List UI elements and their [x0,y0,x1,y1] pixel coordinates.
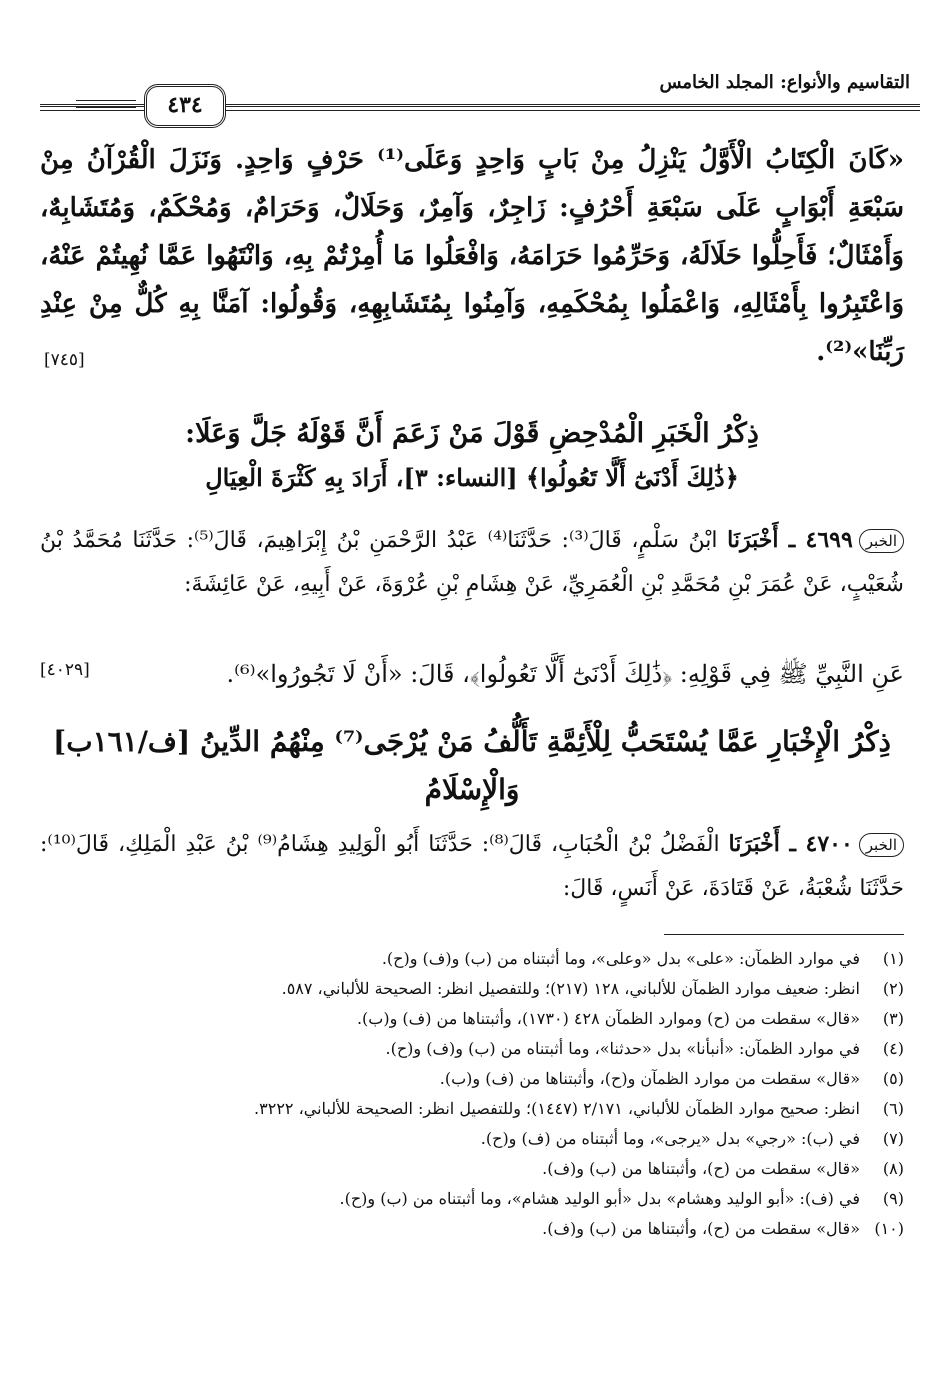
page-number: ٤٣٤ [144,84,226,128]
footnote-number: (٣) [882,1009,904,1028]
hadith-number: ٤٧٠٠ ـ أَخْبَرَنَا [728,831,853,857]
running-title: التقاسيم والأنواع: المجلد الخامس [659,72,910,93]
footnote-text: «قال» سقطت من (ح)، وأثبتناها من (ب) و(ف). [542,1159,860,1178]
hadith-4700 [40,822,904,914]
footnote-text: «قال» سقطت من (ح)، وأثبتناها من (ب) و(ف). [542,1219,860,1238]
footnote [40,974,904,1004]
footnote [40,1064,904,1094]
footnote-text: «قال» سقطت من (ح) وموارد الظمآن ٤٢٨ (١٧٣٠)، وأثبتناها من (ف) و(ب). [356,1009,860,1028]
hadith-matn: عَنِ النَّبِيِّ ﷺ فِي قَوْلِهِ: ﴿ذَٰلِكَ أَدْنَىٰٓ أَلَّا تَعُولُوا﴾، قَالَ: «أَنْ لَا تَجُورُوا»⁽⁶⁾. [226,660,904,688]
footnote-text: في موارد الظمآن: «على» بدل «وعلى»، وما أثبتناه من (ب) و(ف) و(ح). [381,949,860,968]
footnotes [40,944,904,1244]
footnote [40,1124,904,1154]
footnote [40,944,904,974]
heading-line: ﴿ذَٰلِكَ أَدْنَىٰٓ أَلَّا تَعُولُوا﴾ [النساء: ٣]، أَرَادَ بِهِ كَثْرَةَ الْعِيَالِ [205,463,739,492]
footnote-text: «قال» سقطت من موارد الظمآن و(ح)، وأثبتناها من (ف) و(ب). [439,1069,860,1088]
khabar-badge: الخبر [859,833,904,857]
footnote [40,1184,904,1214]
footnote [40,1094,904,1124]
footnote-number: (٤) [882,1039,904,1058]
paragraph: «كَانَ الْكِتَابُ الْأَوَّلُ يَنْزِلُ مِنْ بَابٍ وَاحِدٍ وَعَلَى⁽¹⁾ حَرْفٍ وَاحِدٍ. وَنَزَلَ الْقُرْآنُ مِنْ سَبْعَةِ أَبْوَابٍ عَلَى سَبْعَةِ أَحْرُفٍ: زَاجِرٌ، وَآمِرٌ، وَحَلَالٌ، وَحَرَامٌ، وَمُحْكَمٌ، وَمُتَشَابِهٌ، وَأَمْثَالٌ؛ فَأَحِلُّوا حَلَالَهُ، وَحَرِّمُوا حَرَامَهُ، وَافْعَلُوا مَا أُمِرْتُمْ بِهِ، وَانْتَهُوا عَمَّا نُهِيتُمْ عَنْهُ، وَاعْتَبِرُوا بِأَمْثَالِهِ، وَاعْمَلُوا بِمُحْكَمِهِ، وَآمِنُوا بِمُتَشَابِهِهِ، وَقُولُوا: آمَنَّا بِهِ كُلٌّ مِنْ عِنْدِ رَبِّنَا»⁽²⁾. [40,145,905,367]
section-heading [40,412,904,522]
footnote-rule [664,934,904,935]
footnote-number: (١٠) [874,1219,904,1238]
footnote-number: (٥) [882,1069,904,1088]
footnote-text: في (ف): «أبو الوليد وهشام» بدل «أبو الوليد هشام»، وما أثبتناه من (ب) و(ح). [339,1189,860,1208]
footnote [40,1034,904,1064]
footnote-number: (٧) [882,1129,904,1148]
footnote-text: انظر: ضعيف موارد الظمآن للألباني، ١٢٨ (٢١٧)؛ وللتفصيل انظر: الصحيحة للألباني، ٥٨٧. [281,979,860,998]
footnote-number: (١) [882,949,904,968]
footnote-number: (٢) [882,979,904,998]
footnote-text: في موارد الظمآن: «أنبأنا» بدل «حدثنا»، وما أثبتناه من (ب) و(ف) و(ح). [385,1039,860,1058]
footnote-text: في (ب): «رجي» بدل «يرجى»، وما أثبتناه من (ف) و(ح). [480,1129,860,1148]
footnote-number: (٨) [882,1159,904,1178]
reference-number: [٤٠٢٩] [40,660,90,680]
page-header [40,70,920,120]
heading-line: ذِكْرُ الْخَبَرِ الْمُدْحِضِ قَوْلَ مَنْ زَعَمَ أَنَّ قَوْلَهُ جَلَّ وَعَلَا: [185,418,759,449]
footnote [40,1004,904,1034]
hadith-isnad: ابْنُ سَلْمٍ، قَالَ⁽³⁾: حَدَّثَنَا⁽⁴⁾ عَبْدُ الرَّحْمَنِ بْنُ إِبْرَاهِيمَ، قَالَ⁽⁵⁾: حَدَّثَنَا مُحَمَّدُ بْنُ شُعَيْبٍ، عَنْ عُمَرَ بْنِ مُحَمَّدِ بْنِ الْعُمَرِيِّ، عَنْ هِشَامِ بْنِ عُرْوَةَ، عَنْ أَبِيهِ، عَنْ عَائِشَةَ: [40,528,904,597]
hadith-4699 [40,518,904,638]
footnote-text: انظر: صحيح موارد الظمآن للألباني، ٢/١٧١ (١٤٤٧)؛ وللتفصيل انظر: الصحيحة للألباني، ٣٢٢٢. [254,1099,860,1118]
hadith-isnad: الْفَضْلُ بْنُ الْحُبَابِ، قَالَ⁽⁸⁾: حَدَّثَنَا أَبُو الْوَلِيدِ هِشَامُ⁽⁹⁾ بْنُ عَبْدِ الْمَلِكِ، قَالَ⁽¹⁰⁾: حَدَّثَنَا شُعْبَةُ، عَنْ قَتَادَةَ، عَنْ أَنَسٍ، قَالَ: [40,832,904,901]
footnote-number: (٦) [882,1099,904,1118]
khabar-badge: الخبر [859,529,904,553]
footnote-number: (٩) [882,1189,904,1208]
page-number-ornament [76,100,136,108]
footnote [40,1214,904,1244]
footnote [40,1154,904,1184]
hadith-number: ٤٦٩٩ ـ أَخْبَرَنَا [727,527,853,553]
reference-number: [٧٤٥] [44,350,85,370]
section-heading: ذِكْرُ الْإِخْبَارِ عَمَّا يُسْتَحَبُّ لِلْأَئِمَّةِ تَأَلُّفُ مَنْ يُرْجَى⁽⁷⁾ مِنْهُمُ الدِّينُ [ف/١٦١ب] وَالْإِسْلَامُ [52,725,892,806]
